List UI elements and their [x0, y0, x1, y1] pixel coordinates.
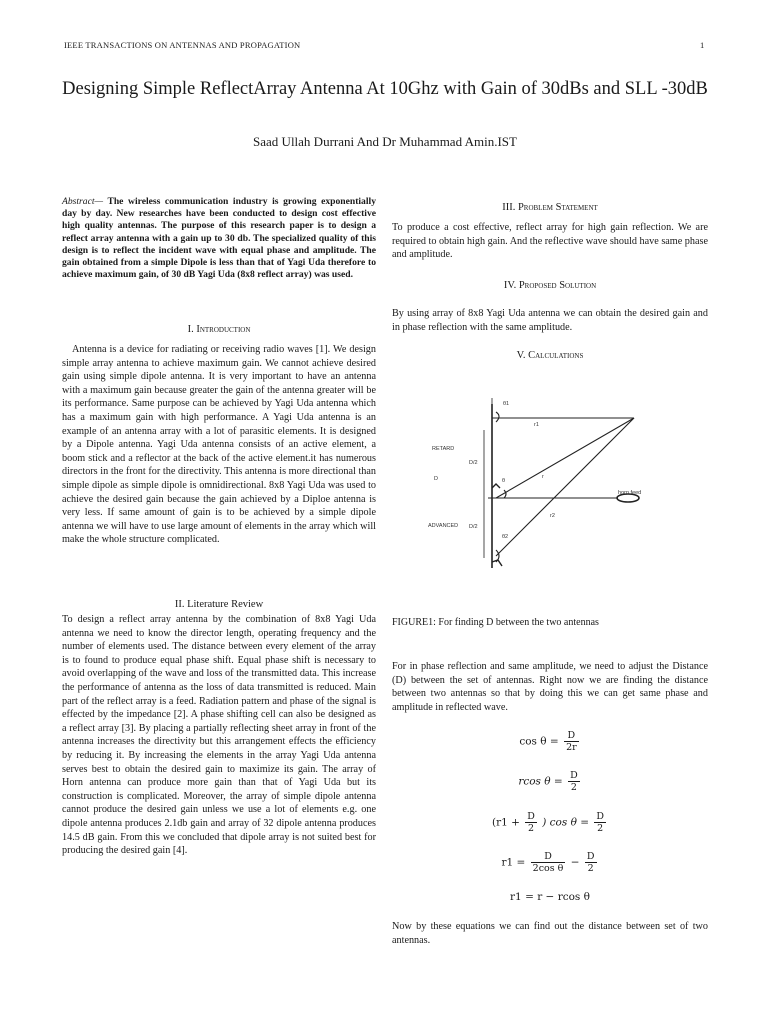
eq1-denominator: 2r — [566, 742, 577, 753]
bottom-hook — [492, 560, 502, 566]
label-r1: r1 — [534, 422, 539, 428]
label-d-half-top: D/2 — [469, 460, 478, 466]
label-theta1: θ1 — [503, 401, 510, 407]
eq3-fraction-2 — [594, 811, 606, 834]
abstract — [62, 196, 376, 281]
eq4-fraction-1 — [531, 851, 566, 874]
literature-review-text: To design a reflect array antenna by the combination of 8x8 Yagi Uda antenna we need to know the director length, operating frequency and the number of elements used. The distance between every element of the array is to found to produce equal phase shift. Equal phase shift is necessary to avoid overlapping of the wave and loss of the transmitted data. This increase the performance of antenna as the loss of data transmitted is reduced. Main part of the reflect array is a feed. Radiation pattern and phase of the signal is effected by the impedance [2]. A phase shifting cell can also be designed as a reflect array [3]. By placing a partially reflecting sheet array in front of the antenna increases the directivity but this arrangement effects the efficiency by reducing it. By increasing the elements in the array Yagi Uda antenna serves best to obtain the desired gain to maximize its gain. The array of Horn antenna can produce more gain than that of Yagi Uda but its construction is complicated. Moreover, the array of simple dipole antenna cannot produce the desired gain unless we use a lot of elements e.g. one dipole antenna produces 2.1db gain and array of 32 dipole antenna produces 14.5 dB gain. From this we concluded that dipole array is not suited best for producing the desired gain [4]. — [62, 614, 376, 857]
eq4-fraction-2 — [585, 851, 597, 874]
label-horn-feed: horn feed — [618, 490, 642, 496]
ray-r — [496, 418, 634, 498]
eq2-fraction — [568, 770, 580, 793]
author-line: Saad Ullah Durrani And Dr Muhammad Amin.IST — [253, 134, 517, 149]
calculations-paragraph: For in phase reflection and same amplitude, we need to adjust the Distance (D) between the set of antennas. Right now we are finding the distance between two antennas so that by doing this we can get same phase and amplitude in reflected wave. — [392, 661, 708, 713]
eq1-lhs: cos θ = — [519, 735, 559, 748]
section-heading-introduction: I. Introduction — [187, 324, 251, 335]
center-hook — [492, 484, 500, 488]
eq3-open: (r1 + — [491, 816, 520, 829]
eq3-numerator-2: D — [596, 811, 605, 822]
eq4-denominator-1: 2cos θ — [532, 863, 564, 874]
eq2-denominator: 2 — [570, 782, 577, 793]
label-r: r — [542, 474, 544, 480]
section-heading-problem-statement: III. Problem Statement — [502, 202, 598, 213]
figure-1-caption: FIGURE1: For finding D between the two antennas — [392, 617, 599, 628]
eq1-numerator: D — [564, 730, 579, 742]
label-d: D — [434, 476, 438, 482]
eq4-lhs: r1 = — [501, 856, 526, 869]
eq2-numerator: D — [570, 770, 578, 781]
eq3-denominator-2: 2 — [597, 823, 604, 834]
label-theta2: θ2 — [502, 534, 509, 540]
section-heading-calculations: V. Calculations — [516, 350, 584, 361]
problem-statement-text: To produce a cost effective, reflect array for high gain reflection. We are required to obtain high gain. And the reflective wave should have same phase and amplitude. — [392, 222, 708, 261]
proposed-solution-text: By using array of 8x8 Yagi Uda antenna we can obtain the desired gain and in phase reflection with the same amplitude. — [392, 308, 708, 333]
label-r2: r2 — [550, 513, 555, 519]
label-advanced: ADVANCED — [428, 523, 459, 529]
eq2-lhs: rcos θ = — [518, 775, 563, 788]
running-head: IEEE TRANSACTIONS ON ANTENNAS AND PROPAGATION — [64, 40, 301, 50]
label-theta: θ — [502, 478, 506, 484]
eq3-close: ) cos θ = — [542, 816, 590, 829]
abstract-lead: Abstract— — [62, 196, 104, 207]
figure-1-diagram — [392, 390, 708, 580]
introduction-text: Antenna is a device for radiating or receiving radio waves [1]. We design simple array antenna to achieve maximum gain. We cannot achieve desired gain using simple dipole antenna. It is very important to have an antenna with a maximum gain because greater the gain of the antenna greater will be its performance. Same purpose can be achieved by Yagi Uda antenna which has a maximum gain with high performance. A Yagi Uda antenna is an example of an antenna array with a lot of parasitic elements. It is designed by a Dipole antenna. Yagi Uda antenna consists of an active element, a boom stick and a reflector at the back of the active element.it has numerous directors in the front for the directivity. This antenna is more directional than simple dipole as simple dipole is omnidirectional. 8x8 Yagi Uda was used to achieve the desired gain because the gain achieved by a Diploe antenna is very less. If same amount of gain is to be achieved by a simple dipole antenna we will have to use large amount of elements in the array which will make the whole structure complicated. — [62, 344, 376, 546]
label-d-half-bottom: D/2 — [469, 524, 478, 530]
eq4-numerator-1: D — [531, 851, 566, 863]
section-heading-literature-review: II. Literature Review — [174, 599, 264, 610]
equation-4 — [392, 851, 708, 874]
ray-r2 — [496, 418, 634, 556]
label-retard: RETARD — [432, 446, 455, 452]
theta-arc — [504, 490, 506, 498]
eq4-numerator-2: D — [586, 851, 595, 862]
abstract-text: The wireless communication industry is growing exponentially day by day. New researches have been conducted to design cost effective high quality antennas. The purpose of this research paper is to design a reflect array antenna with a gain up to 30 db. The specialized quality of this design is to reflect the incident wave with equal phase and amplitude. The gain obtained from a simple Dipole is less than that of Yagi Uda therefore to achieve maximum gain, of 30 dB Yagi Uda (8x8 reflect array) was used. — [62, 196, 376, 281]
equation-3 — [392, 811, 708, 834]
equation-2 — [392, 770, 708, 793]
eq4-denominator-2: 2 — [587, 863, 594, 874]
page-number: 1 — [700, 40, 705, 50]
calculations-closing: Now by these equations we can find out the distance between set of two antennas. — [392, 921, 708, 946]
paper-title: Designing Simple ReflectArray Antenna At 10Ghz with Gain of 30dBs and SLL -30dB — [62, 79, 708, 99]
eq4-minus: − — [570, 856, 580, 869]
equation-5: r1 = r − rcos θ — [510, 891, 590, 903]
eq1-fraction — [564, 730, 579, 753]
eq3-numerator-1: D — [527, 811, 535, 822]
equation-1 — [392, 730, 708, 753]
section-heading-proposed-solution: IV. Proposed Solution — [503, 280, 597, 291]
eq3-denominator-1: 2 — [528, 823, 535, 834]
theta1-arc — [496, 412, 499, 422]
eq3-fraction-1 — [525, 811, 537, 834]
